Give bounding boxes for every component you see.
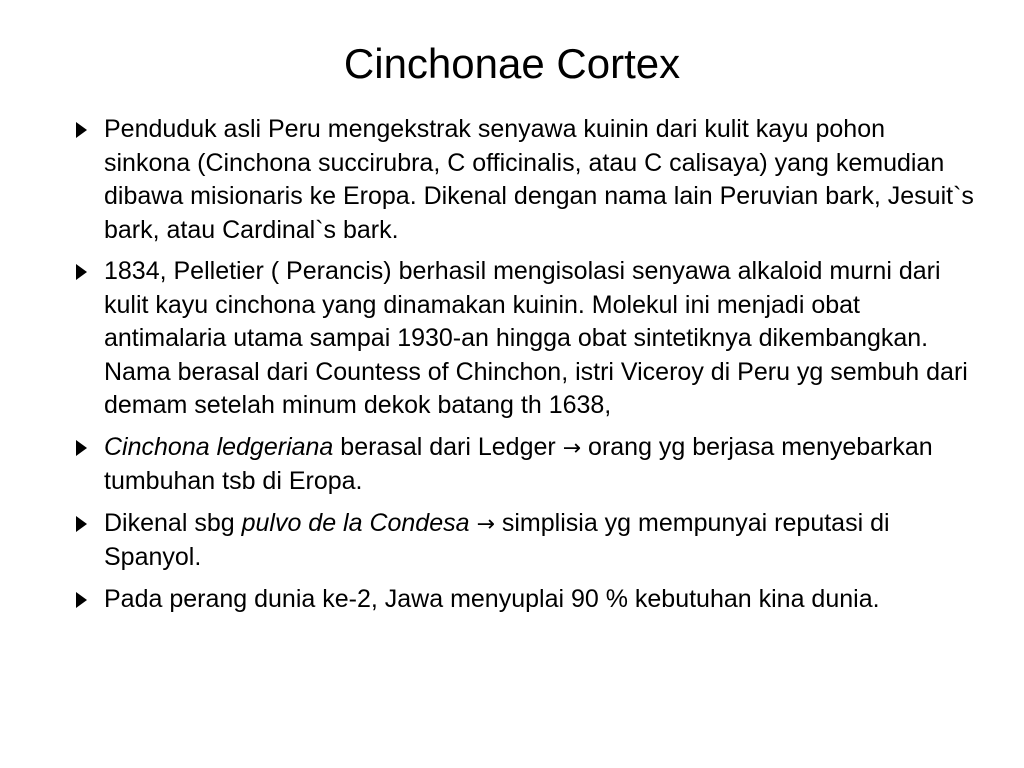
bullet-item — [74, 255, 974, 423]
bullet-text-segment: orang yg berjasa menyebarkan tumbuhan tsb di Eropa. — [104, 432, 933, 495]
bullet-item — [74, 507, 974, 575]
slide-title: Cinchonae Cortex — [343, 40, 681, 87]
bullet-text-segment: Dikenal sbg — [104, 508, 242, 537]
bullet-item — [74, 113, 974, 247]
bullet-text — [104, 433, 933, 496]
bullet-text-segment: Penduduk asli Peru mengekstrak senyawa kuinin dari kulit kayu pohon sinkona (Cinchona succirubra, C officinalis, atau C calisaya) yang kemudian dibawa misionaris ke Eropa. Dikenal dengan nama lain Peruvian bark, Jesuit`s bark, atau Cardinal`s bark. — [104, 115, 974, 244]
bullet-item — [74, 583, 974, 617]
bullet-text — [104, 509, 890, 572]
bullet-list — [74, 113, 974, 624]
triangle-bullet-icon — [76, 264, 87, 280]
bullet-text-segment: Pada perang dunia ke-2, Jawa menyuplai 90 % kebutuhan kina dunia. — [104, 584, 880, 613]
bullet-text-segment: simplisia yg mempunyai reputasi di Spanyol. — [104, 508, 890, 571]
right-arrow-icon: → — [476, 511, 495, 537]
bullet-text-segment: 1834, Pelletier ( Perancis) berhasil mengisolasi senyawa alkaloid murni dari kulit kayu cinchona yang dinamakan kuinin. Molekul ini menjadi obat antimalaria utama sampai 1930-an hingga obat sintetiknya dikembangkan. Nama berasal dari Countess of Chinchon, istri Viceroy di Peru yg sembuh dari demam setelah minum dekok batang th 1638, — [104, 257, 968, 419]
bullet-text — [104, 585, 880, 613]
triangle-bullet-icon — [76, 516, 87, 532]
bullet-item — [74, 431, 974, 499]
bullet-text — [104, 115, 974, 244]
triangle-bullet-icon — [76, 122, 87, 138]
bullet-text — [104, 257, 968, 419]
latin-term-italic: pulvo de la Condesa — [241, 508, 470, 537]
triangle-bullet-icon — [76, 440, 87, 456]
species-name-italic: Cinchona ledgeriana — [104, 432, 334, 461]
right-arrow-icon: → — [562, 435, 582, 461]
bullet-text-segment: berasal dari Ledger — [333, 432, 563, 461]
triangle-bullet-icon — [76, 592, 87, 608]
